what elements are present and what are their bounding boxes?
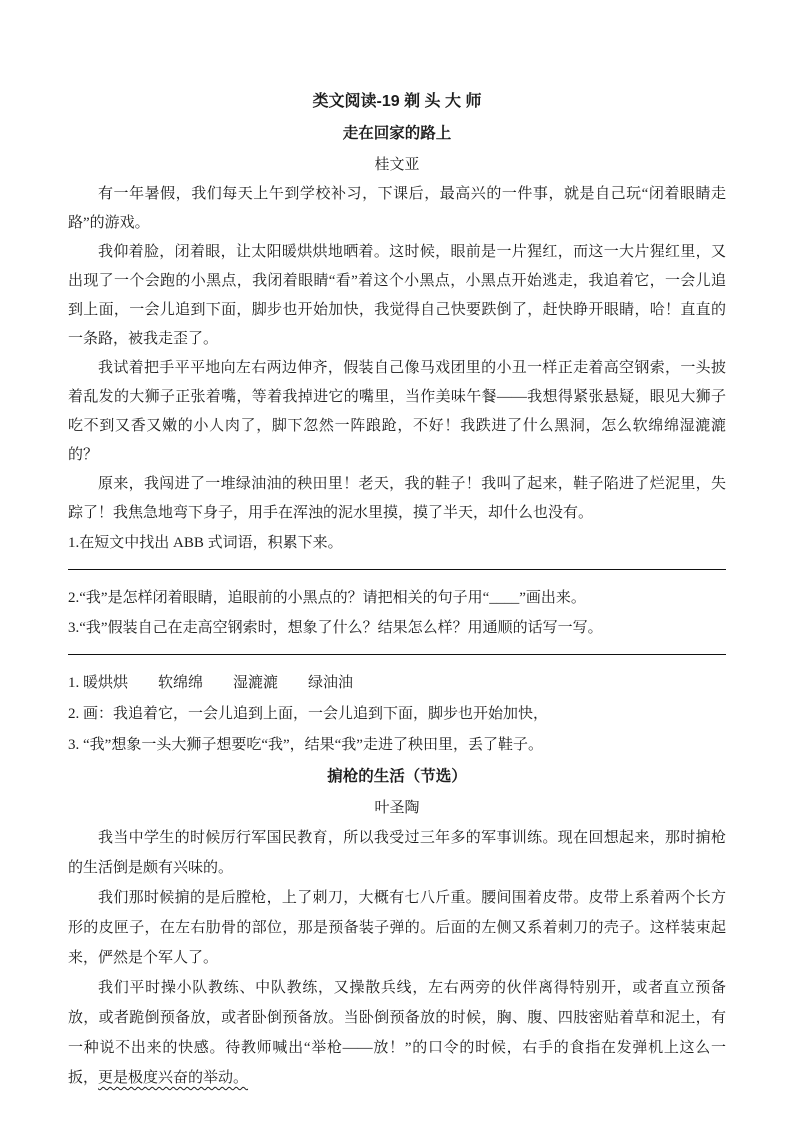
article1-author: 桂文亚: [374, 157, 420, 173]
article2-author: 叶圣陶: [374, 800, 420, 816]
article2-paragraph3-text: 我们平时操小队教练、中队教练，又操散兵线，左右两旁的伙伴离得特别开，或者直立预备放，或者跪倒预备放，或者卧倒预备放。当卧倒预备放的时候，胸、腹、四肢密贴着草和泥土，有一种说不出来的快感。待教师喊出“举枪——放！”的口令的时候，右手的食指在发弹机上这么一扳，: [68, 980, 726, 1086]
article1-paragraph: 原来，我闯进了一堆绿油油的秧田里！老天，我的鞋子！我叫了起来，鞋子陷进了烂泥里，失踪了！我焦急地弯下身子，用手在浑浊的泥水里摸，摸了半天，却什么也没有。: [68, 476, 726, 521]
answer-rule-line: [68, 654, 726, 655]
article2-title: 掮枪的生活（节选）: [327, 768, 467, 785]
question-2: 2.“我”是怎样闭着眼睛，追眼前的小黑点的？请把相关的句子用“____”画出来。: [68, 590, 586, 606]
answer-3: 3. “我”想象一头大狮子想要吃“我”，结果“我”走进了秧田里，丢了鞋子。: [68, 737, 543, 753]
answer-rule-line: [68, 569, 726, 570]
article1-paragraph: 我试着把手平平地向左右两边伸齐，假装自己像马戏团里的小丑一样正走着高空钢索，一头披着乱发的大狮子正张着嘴，等着我掉进它的嘴里，当作美味午餐——我想得紧张悬疑，眼见大狮子吃不到又香又嫩的小人肉了，脚下忽然一阵踉跄，不好！我跌进了什么黑洞，怎么软绵绵湿漉漉的？: [68, 360, 726, 463]
wavy-underlined-phrase: 更是极度兴奋的举动。: [98, 1070, 249, 1086]
question-1: 1.在短文中找出 ABB 式词语，积累下来。: [68, 535, 343, 551]
article1-paragraph: 我仰着脸，闭着眼，让太阳暖烘烘地晒着。这时候，眼前是一片猩红，而这一大片猩红里，又出现了一个会跑的小黑点，我闭着眼睛“看”着这个小黑点，小黑点开始逃走，我追着它，一会儿追到上面，一会儿追到下面，脚步也开始加快，我觉得自己快要跌倒了，赶快睁开眼睛，哈！直直的一条路，被我走歪了。: [68, 244, 726, 347]
article2-paragraph: 我当中学生的时候厉行军国民教育，所以我受过三年多的军事训练。现在回想起来，那时掮枪的生活倒是颇有兴味的。: [68, 830, 726, 876]
article2-paragraph: 我们那时候掮的是后膛枪，上了刺刀，大概有七八斤重。腰间围着皮带。皮带上系着两个长方形的皮匣子，在左右肋骨的部位，那是预备装子弹的。后面的左侧又系着刺刀的壳子。这样装束起来，俨然是个军人了。: [68, 890, 726, 966]
answer-2: 2. 画：我追着它，一会儿追到上面，一会儿追到下面，脚步也开始加快，: [68, 706, 549, 722]
article1-title: 走在回家的路上: [342, 125, 452, 142]
article1-paragraph: 有一年暑假，我们每天上午到学校补习，下课后，最高兴的一件事，就是自己玩“闭着眼睛走路”的游戏。: [68, 186, 726, 231]
question-3: 3.“我”假装自己在走高空钢索时，想象了什么？结果怎么样？用通顺的话写一写。: [68, 620, 603, 636]
answer-1: 1. 暖烘烘 软绵绵 湿漉漉 绿油油: [68, 675, 354, 691]
article2-paragraph-with-wavy: [68, 973, 726, 1093]
lesson-title: 类文阅读-19 剃 头 大 师: [312, 93, 482, 110]
